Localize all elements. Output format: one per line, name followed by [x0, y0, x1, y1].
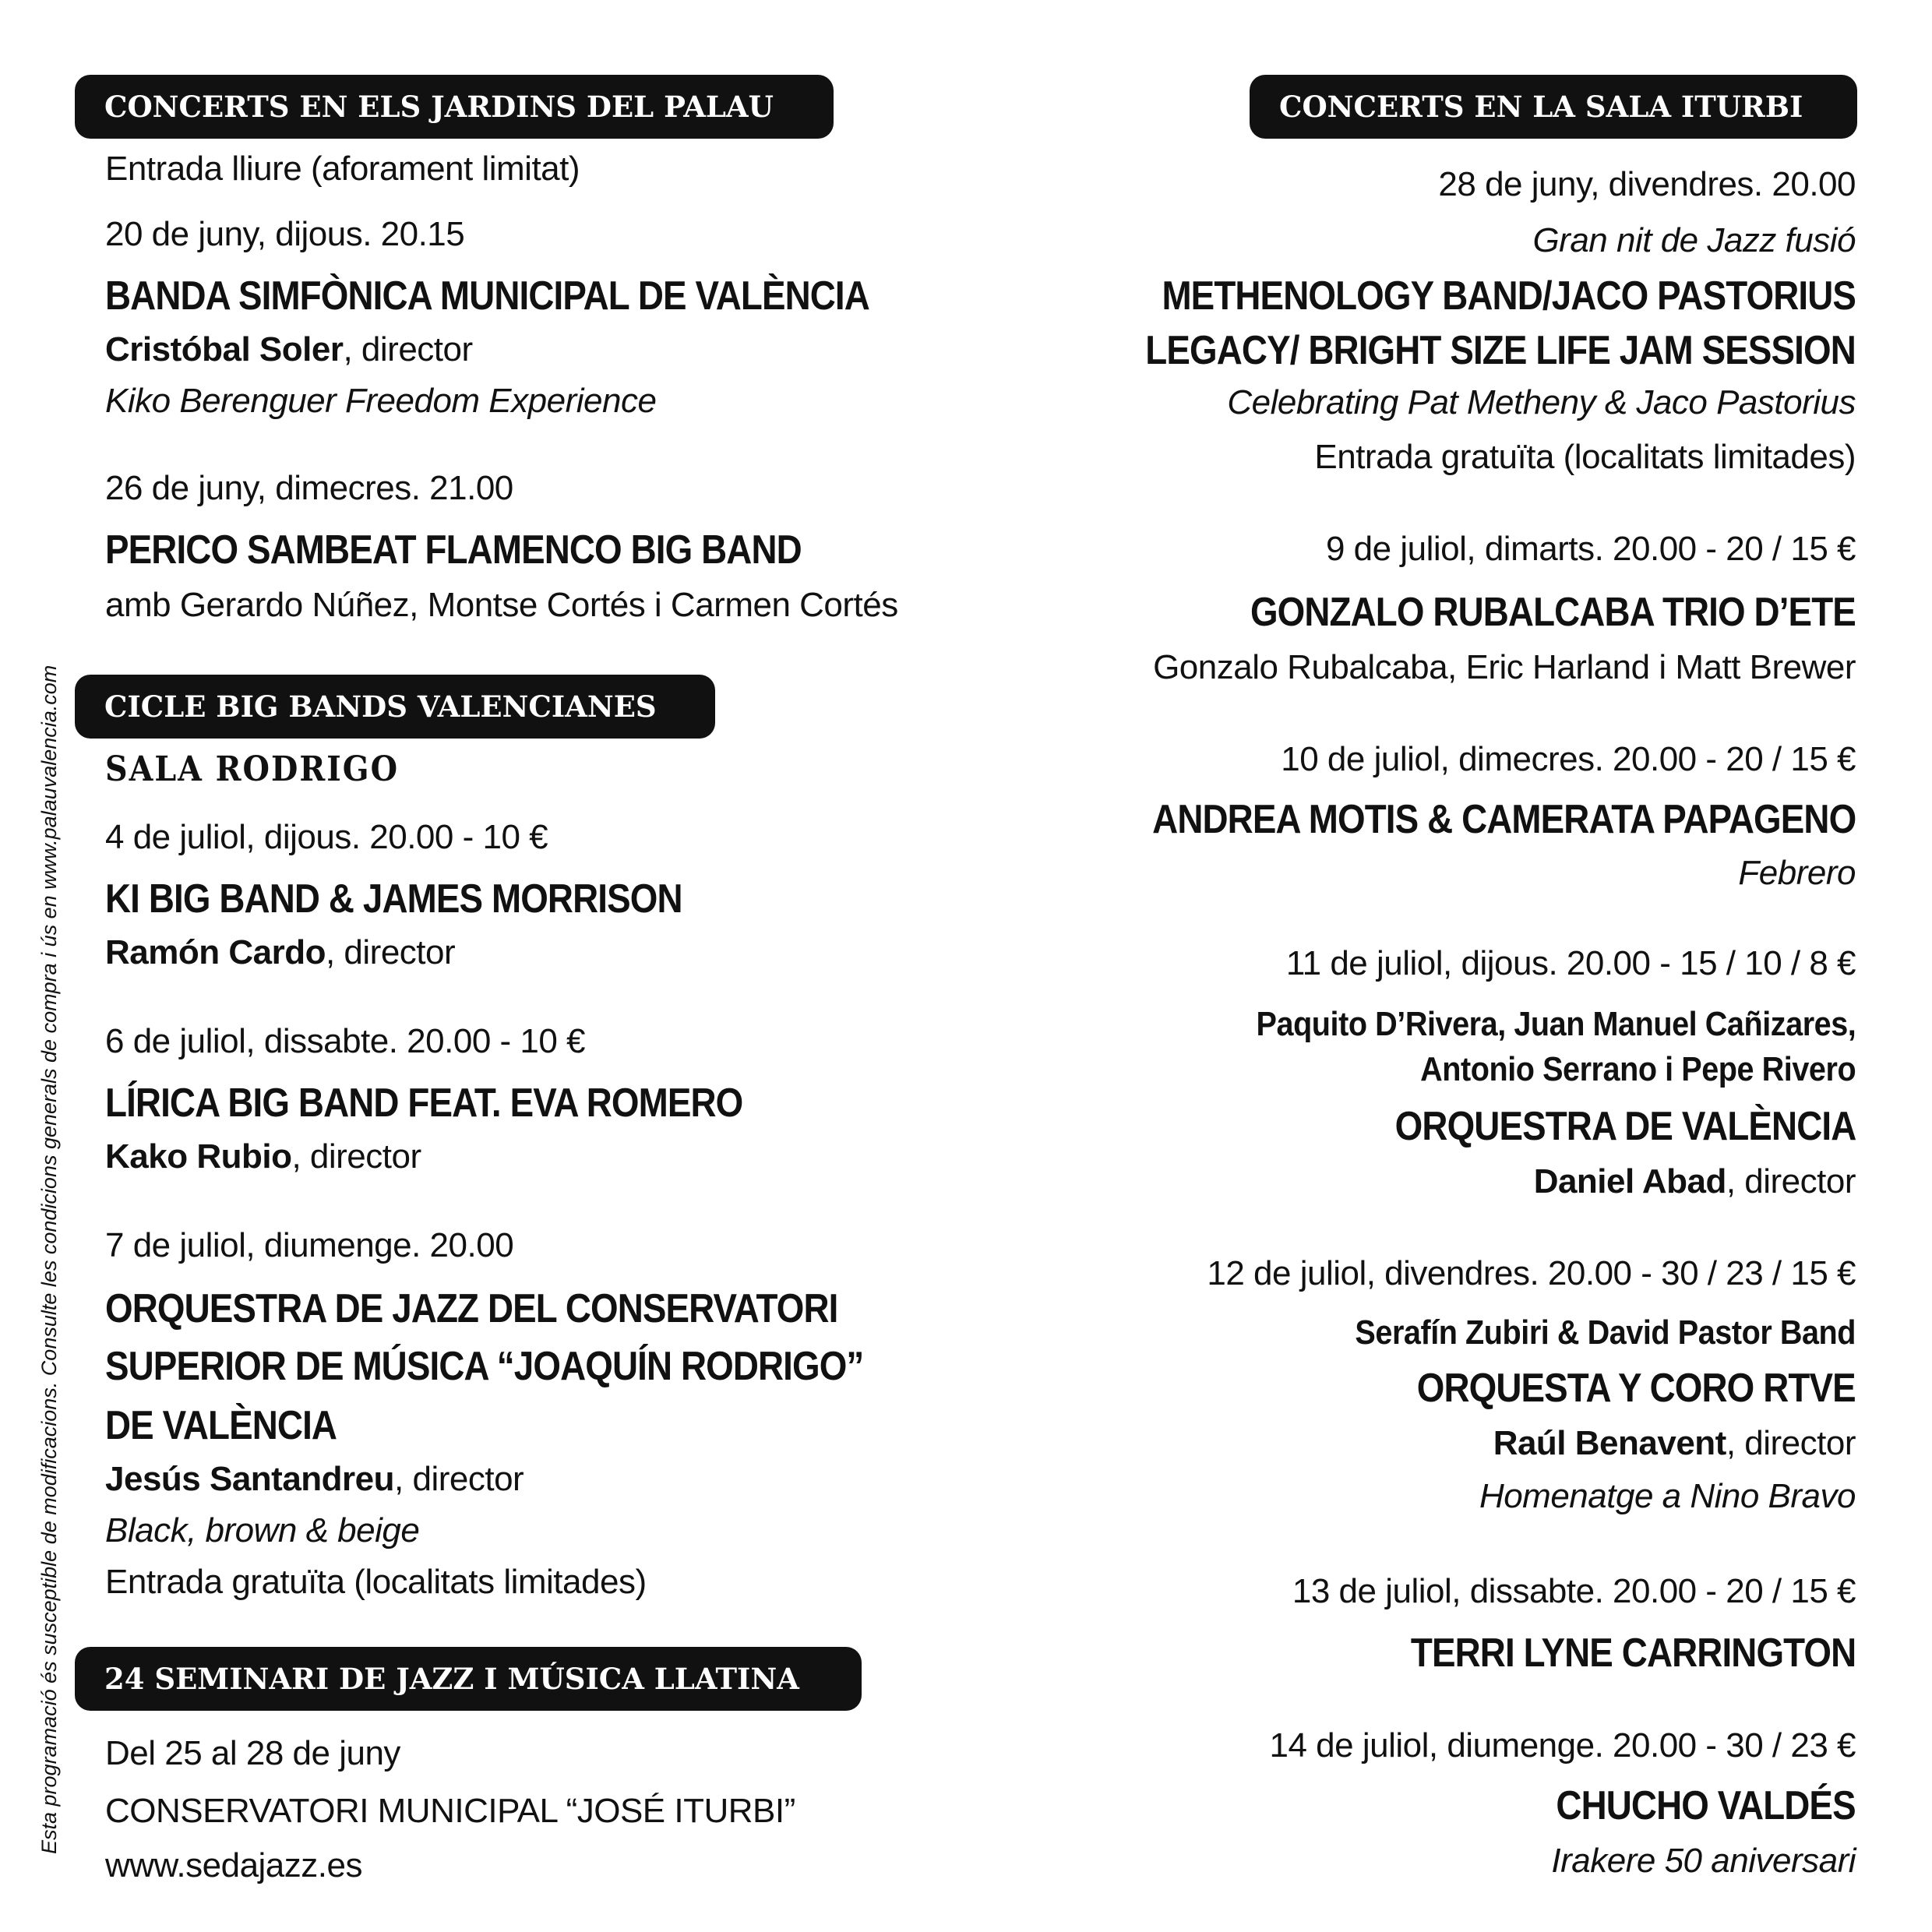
director-name: Cristóbal Soler — [105, 330, 344, 368]
concert-title: ORQUESTA Y CORO RTVE — [1417, 1366, 1856, 1411]
concert-members: Gonzalo Rubalcaba, Eric Harland i Matt Brewer — [1153, 648, 1856, 686]
concert-title: PERICO SAMBEAT FLAMENCO BIG BAND — [105, 527, 802, 573]
concert-director — [1534, 1162, 1856, 1201]
section-header-iturbi: CONCERTS EN LA SALA ITURBI — [1250, 75, 1857, 139]
director-role: , director — [291, 1137, 421, 1176]
concert-title-line: SUPERIOR DE MÚSICA “JOAQUÍN RODRIGO” — [105, 1344, 864, 1389]
concert-director — [105, 1137, 421, 1176]
director-name: Jesús Santandreu — [105, 1460, 395, 1498]
concert-entry-note: Entrada gratuïta (localitats limitades) — [105, 1563, 647, 1601]
director-role: , director — [1726, 1162, 1856, 1200]
concert-guests: Serafín Zubiri & David Pastor Band — [1355, 1313, 1856, 1352]
concert-date: 26 de juny, dimecres. 21.00 — [105, 469, 513, 507]
concert-program: Homenatge a Nino Bravo — [1479, 1477, 1856, 1515]
concert-title: ORQUESTRA DE VALÈNCIA — [1394, 1104, 1856, 1149]
concert-title: KI BIG BAND & JAMES MORRISON — [105, 876, 682, 922]
seminari-dates: Del 25 al 28 de juny — [105, 1734, 400, 1772]
concert-title-line: ORQUESTRA DE JAZZ DEL CONSERVATORI — [105, 1286, 838, 1331]
concert-guests-line: Antonio Serrano i Pepe Rivero — [1419, 1050, 1856, 1088]
director-name: Daniel Abad — [1533, 1162, 1726, 1200]
concert-date: 13 de juliol, dissabte. 20.00 - 20 / 15 € — [1292, 1572, 1856, 1610]
concert-date: 4 de juliol, dijous. 20.00 - 10 € — [105, 818, 548, 856]
concert-date: 11 de juliol, dijous. 20.00 - 15 / 10 / 8 € — [1285, 944, 1856, 982]
concert-title-line: DE VALÈNCIA — [105, 1403, 337, 1448]
concert-director — [105, 330, 473, 369]
venue-heading: SALA RODRIGO — [105, 749, 400, 789]
concert-date: 14 de juliol, diumenge. 20.00 - 30 / 23 € — [1269, 1726, 1856, 1765]
concert-director — [105, 1460, 524, 1499]
concert-date: 28 de juny, divendres. 20.00 — [1438, 165, 1856, 203]
concert-subtitle: Gran nit de Jazz fusió — [1532, 221, 1856, 259]
director-name: Ramón Cardo — [105, 933, 326, 971]
concert-program: Irakere 50 aniversari — [1551, 1842, 1856, 1880]
director-role: , director — [325, 933, 456, 971]
concert-director — [105, 933, 455, 972]
concert-date: 7 de juliol, diumenge. 20.00 — [105, 1226, 514, 1264]
concert-guests-line: Paquito D’Rivera, Juan Manuel Cañizares, — [1256, 1005, 1856, 1043]
director-name: Kako Rubio — [105, 1137, 292, 1176]
concert-date: 9 de juliol, dimarts. 20.00 - 20 / 15 € — [1325, 530, 1856, 568]
concert-date: 20 de juny, dijous. 20.15 — [105, 215, 465, 253]
section-header-jardins: CONCERTS EN ELS JARDINS DEL PALAU — [75, 75, 834, 139]
concert-title: GONZALO RUBALCABA TRIO D’ETE — [1250, 590, 1856, 635]
director-role: , director — [394, 1460, 524, 1498]
concert-guests: amb Gerardo Núñez, Montse Cortés i Carmen Cortés — [105, 586, 898, 624]
seminari-website-link[interactable]: www.sedajazz.es — [105, 1846, 362, 1884]
concert-date: 6 de juliol, dissabte. 20.00 - 10 € — [105, 1022, 586, 1060]
concert-program: Celebrating Pat Metheny & Jaco Pastorius — [1227, 383, 1856, 421]
concert-title-line: LEGACY/ BRIGHT SIZE LIFE JAM SESSION — [1145, 328, 1856, 373]
section-header-seminari: 24 SEMINARI DE JAZZ I MÚSICA LLATINA — [75, 1647, 862, 1711]
concert-title: LÍRICA BIG BAND FEAT. EVA ROMERO — [105, 1081, 743, 1126]
director-name: Raúl Benavent — [1493, 1424, 1726, 1462]
concert-title: TERRI LYNE CARRINGTON — [1410, 1631, 1856, 1676]
director-role: , director — [1726, 1424, 1856, 1462]
concert-date: 12 de juliol, divendres. 20.00 - 30 / 23 / 15 € — [1207, 1254, 1856, 1292]
disclaimer-sidenote: Esta programació és susceptible de modificacions. Consulte les condicions generals de compra i ús en www.palauvalencia.com — [37, 665, 61, 1854]
director-role: , director — [343, 330, 473, 368]
concert-date: 10 de juliol, dimecres. 20.00 - 20 / 15 € — [1281, 740, 1856, 778]
section-header-bigbands: CICLE BIG BANDS VALENCIANES — [75, 675, 715, 739]
concert-program: Black, brown & beige — [105, 1511, 420, 1549]
concert-title-line: METHENOLOGY BAND/JACO PASTORIUS — [1162, 273, 1856, 319]
concert-entry-note: Entrada gratuïta (localitats limitades) — [1314, 438, 1856, 476]
jardins-entry-note: Entrada lliure (aforament limitat) — [105, 150, 580, 188]
concert-title: CHUCHO VALDÉS — [1556, 1783, 1856, 1828]
concert-title: BANDA SIMFÒNICA MUNICIPAL DE VALÈNCIA — [105, 273, 869, 319]
seminari-venue: CONSERVATORI MUNICIPAL “JOSÉ ITURBI” — [105, 1792, 795, 1830]
concert-director — [1493, 1424, 1856, 1463]
concert-program: Febrero — [1738, 854, 1856, 892]
concert-program: Kiko Berenguer Freedom Experience — [105, 382, 657, 420]
concert-title: ANDREA MOTIS & CAMERATA PAPAGENO — [1151, 797, 1856, 842]
